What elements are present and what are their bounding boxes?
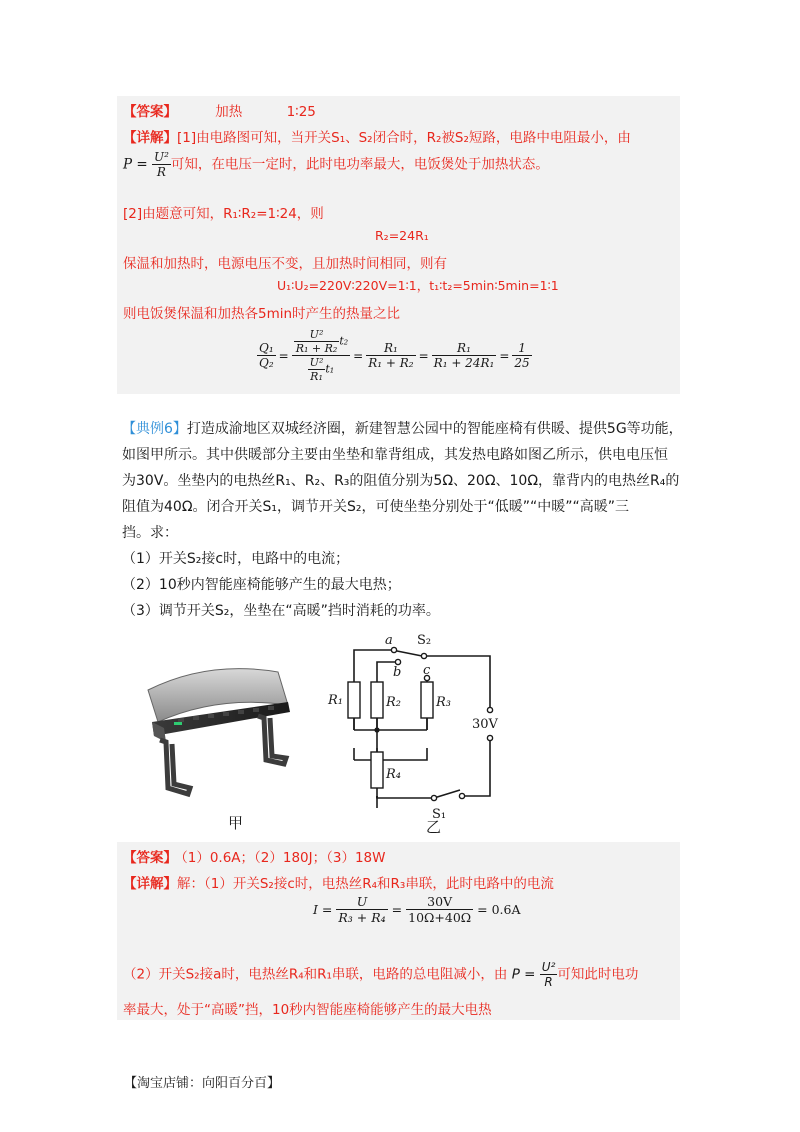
label-a: a	[385, 633, 393, 648]
detail2-text-3: （2）开关S₂接a时，电热丝R₄和R₁串联，电路的总电阻减小，由	[123, 966, 508, 983]
ratio-f3-num: R₁	[432, 341, 497, 356]
current-lhs: I =	[313, 902, 333, 917]
ratio-f4	[512, 341, 531, 370]
ratio-f3	[432, 341, 497, 370]
label-s2: S₂	[417, 633, 432, 648]
question-3: （3）调节开关S₂，坐垫在“高暖”挡时消耗的功率。	[122, 603, 440, 619]
ratio-big-t2: t₂	[339, 334, 349, 348]
resistor-r3	[421, 682, 433, 718]
caption-jia: 甲	[228, 814, 244, 832]
ratio-lhs-den: Q₂	[259, 356, 274, 370]
heat-ratio-formula	[257, 328, 532, 383]
power-den-2: R	[544, 975, 553, 989]
bench-illustration	[138, 660, 298, 800]
circuit-diagram	[322, 630, 502, 835]
answer-value-1: 加热	[215, 104, 243, 120]
detail2-text-3b: 可知此时电功	[557, 966, 639, 983]
current-f1-num: U	[336, 894, 387, 910]
ratio-big-num-frac	[294, 328, 340, 355]
detail-line-5: 保温和加热时，电源电压不变，且加热时间相同，则有	[123, 256, 447, 272]
detail-line-2	[123, 150, 549, 179]
current-f2	[406, 894, 473, 925]
answer-value-2: 1∶25	[286, 104, 316, 120]
caption-yi: 乙	[426, 818, 442, 836]
answer-text-2: （1）0.6A；（2）180J；（3）18W	[181, 850, 386, 866]
ratio-big-den-frac	[308, 356, 326, 383]
label-c: c	[423, 663, 431, 678]
ratio-big-den-bot: R₁	[310, 370, 323, 383]
ratio-big-num	[292, 328, 350, 356]
resistor-r4	[371, 752, 383, 788]
eq-sign-5: =	[391, 902, 403, 917]
wire-junction	[354, 748, 427, 760]
current-formula	[313, 894, 521, 925]
label-voltage: 30V	[472, 717, 498, 732]
detail-label-2: 【详解】	[123, 876, 177, 892]
detail-text-1: [1]由电路图可知，当开关S₁、S₂闭合时，R₂被S₂短路，电路中电阻最小，由	[177, 130, 631, 146]
label-b: b	[393, 665, 402, 680]
current-f1	[336, 894, 387, 925]
ratio-big-den-top: U²	[309, 356, 324, 369]
answer-line-2	[123, 846, 386, 866]
ratio-big-num-bot: R₁ + R₂	[295, 342, 338, 355]
ratio-f4-den: 25	[514, 356, 530, 370]
current-f2-den: 10Ω+40Ω	[408, 910, 472, 925]
terminal-s1-right	[459, 793, 464, 798]
label-r1: R₁	[328, 693, 343, 708]
ratio-f2	[366, 341, 415, 370]
detail-eq-ratio: U₁∶U₂=220V∶220V=1∶1，t₁∶t₂=5min∶5min=1∶1	[277, 278, 559, 293]
current-f2-num: 30V	[406, 894, 473, 910]
switch-s1-blade	[434, 790, 460, 798]
example-text-1: 打造成渝地区双城经济圈，新建智慧公园中的智能座椅有供暖、提供5G等功能，	[186, 421, 683, 437]
detail2-line-1	[123, 872, 554, 892]
detail-line-3: [2]由题意可知，R₁∶R₂=1∶24，则	[123, 206, 324, 222]
eq-sign-1: =	[278, 348, 289, 363]
ratio-big-num-top: U²	[294, 328, 340, 342]
power-formula-fraction	[152, 150, 171, 179]
answer-label: 【答案】	[123, 104, 177, 120]
ratio-big-t1: t₁	[325, 362, 335, 376]
terminal-s1-left	[431, 795, 436, 800]
detail-line-7: 则电饭煲保温和加热各5min时产生的热量之比	[123, 306, 401, 322]
power-formula-den: R	[156, 165, 166, 179]
answer-block-2	[117, 842, 680, 1020]
ratio-lhs-num: Q₁	[259, 341, 274, 355]
question-1: （1）开关S₂接c时，电路中的电流；	[122, 551, 350, 567]
power-formula-num: U²	[153, 150, 169, 164]
detail-eq-r2: R₂=24R₁	[375, 228, 429, 243]
detail2-text-1: 解：（1）开关S₂接c时，电热丝R₄和R₃串联，此时电路中的电流	[177, 876, 554, 892]
detail2-line-3	[123, 960, 638, 989]
detail-line-1	[123, 126, 631, 146]
eq-sign-3: =	[418, 348, 429, 363]
eq-sign-4: =	[499, 348, 510, 363]
ratio-big	[292, 328, 350, 383]
label-r2: R₂	[386, 695, 401, 710]
ratio-f2-num: R₁	[366, 341, 415, 356]
power-num-2: U²	[541, 960, 556, 974]
terminal-v-bottom	[487, 735, 492, 740]
ratio-lhs	[257, 341, 276, 370]
example-tag: 【典例6】	[122, 421, 187, 437]
power-lhs-2: P =	[511, 966, 536, 983]
ratio-f3-den: R₁ + 24R₁	[433, 356, 495, 370]
wire-s1-right	[464, 738, 490, 796]
terminal-s2	[421, 653, 426, 658]
terminal-v-top	[487, 707, 492, 712]
ratio-f2-den: R₁ + R₂	[368, 356, 414, 370]
current-f1-den: R₃ + R₄	[338, 910, 386, 925]
terminal-a	[391, 647, 396, 652]
power-fraction-2	[540, 960, 558, 989]
resistor-r1	[348, 682, 360, 718]
example-line-4: 阻值为40Ω。闭合开关S₁，调节开关S₂，可使坐垫分别处于“低暖”“中暖”“高暖”三	[122, 499, 630, 515]
answer-block-1	[117, 96, 680, 394]
detail-label: 【详解】	[123, 130, 177, 146]
detail-text-2: 可知，在电压一定时，此时电功率最大，电饭煲处于加热状态。	[170, 156, 549, 173]
resistor-r2	[371, 682, 383, 718]
question-2: （2）10秒内智能座椅能够产生的最大电热；	[122, 577, 401, 593]
footer-shop: 【淘宝店铺：向阳百分百】	[124, 1076, 281, 1091]
current-result: = 0.6A	[477, 902, 521, 917]
example-line-5: 挡。求：	[122, 525, 178, 541]
answer-line-1	[123, 100, 316, 120]
wire-r4-bottom	[377, 788, 434, 798]
example-line-1	[122, 418, 683, 438]
example-line-2: 如图甲所示。其中供暖部分主要由坐垫和靠背组成，其发热电路如图乙所示，供电电压恒	[122, 447, 668, 463]
label-r4: R₄	[386, 767, 401, 782]
detail2-line-4: 率最大，处于“高暖”挡，10秒内智能座椅能够产生的最大电热	[123, 1002, 492, 1018]
eq-sign-2: =	[353, 348, 364, 363]
terminal-b	[395, 659, 400, 664]
ratio-f4-num: 1	[512, 341, 531, 356]
example-line-3: 为30V。坐垫内的电热丝R₁、R₂、R₃的阻值分别为5Ω、20Ω、10Ω，靠背内的电热丝R₄的	[122, 473, 680, 489]
label-s1: S₁	[432, 807, 447, 822]
label-r3: R₃	[436, 695, 451, 710]
power-formula-lhs: P =	[123, 156, 148, 173]
ratio-big-den	[292, 356, 350, 383]
answer-label-2: 【答案】	[123, 850, 177, 866]
